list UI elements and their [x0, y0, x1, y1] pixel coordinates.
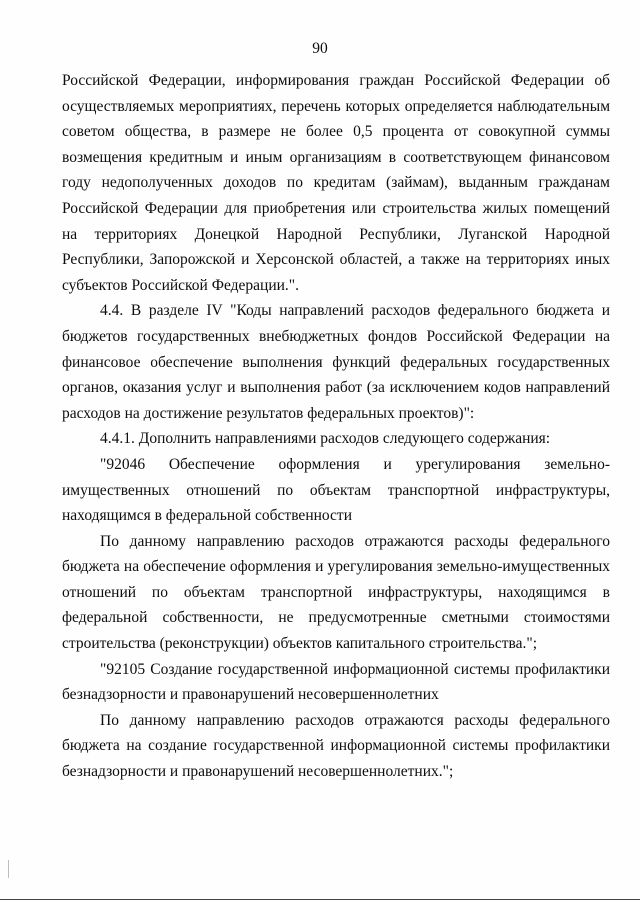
paragraph-section-4-4: 4.4. В разделе IV "Коды направлений расходов федерального бюджета и бюджетов государственных внебюджетных фондов Российской Федерации на финансовое обеспечение выполнения функций федеральных государственных органов, оказания услуг и выполнения работ (за исключением кодов направлений расходов на достижение результатов федеральных проектов)": — [62, 302, 610, 422]
page-number: 90 — [312, 40, 328, 57]
document-body — [62, 68, 610, 785]
scan-bottom-edge — [0, 899, 640, 900]
paragraph-code-92105-title: "92105 Создание государственной информационной системы профилактики безнадзорности и правонарушений несовершеннолетних — [62, 660, 610, 704]
paragraph-code-92046-title: "92046 Обеспечение оформления и урегулирования земельно-имущественных отношений по объектам транспортной инфраструктуры, находящимся в федеральной собственности — [62, 455, 610, 525]
paragraph-code-92105-description: По данному направлению расходов отражаются расходы федерального бюджета на создание государственной информационной системы профилактики безнадзорности и правонарушений несовершеннолетних."; — [62, 711, 610, 781]
scan-artifact-mark — [8, 860, 9, 878]
paragraph-section-4-4-1: 4.4.1. Дополнить направлениями расходов следующего содержания: — [100, 430, 551, 448]
paragraph-code-92046-description: По данному направлению расходов отражаются расходы федерального бюджета на обеспечение оформления и урегулирования земельно-имущественных отношений по объектам транспортной инфраструктуры, находящимся в федеральной собственности, не предусмотренные сметными стоимостями строительства (реконструкции) объектов капитального строительства."; — [62, 532, 610, 653]
paragraph-continuation: Российской Федерации, информирования граждан Российской Федерации об осуществляемых мероприятиях, перечень которых определяется наблюдательным советом общества, в размере не более 0,5 процента от совокупной суммы возмещения кредитным и иным организациям в соответствующем финансовом году недополученных доходов по кредитам (займам), выданным гражданам Российской Федерации для приобретения или строительства жилых помещений на территориях Донецкой Народной Республики, Луганской Народной Республики, Запорожской и Херсонской областей, а также на территориях иных субъектов Российской Федерации.". — [62, 72, 610, 294]
